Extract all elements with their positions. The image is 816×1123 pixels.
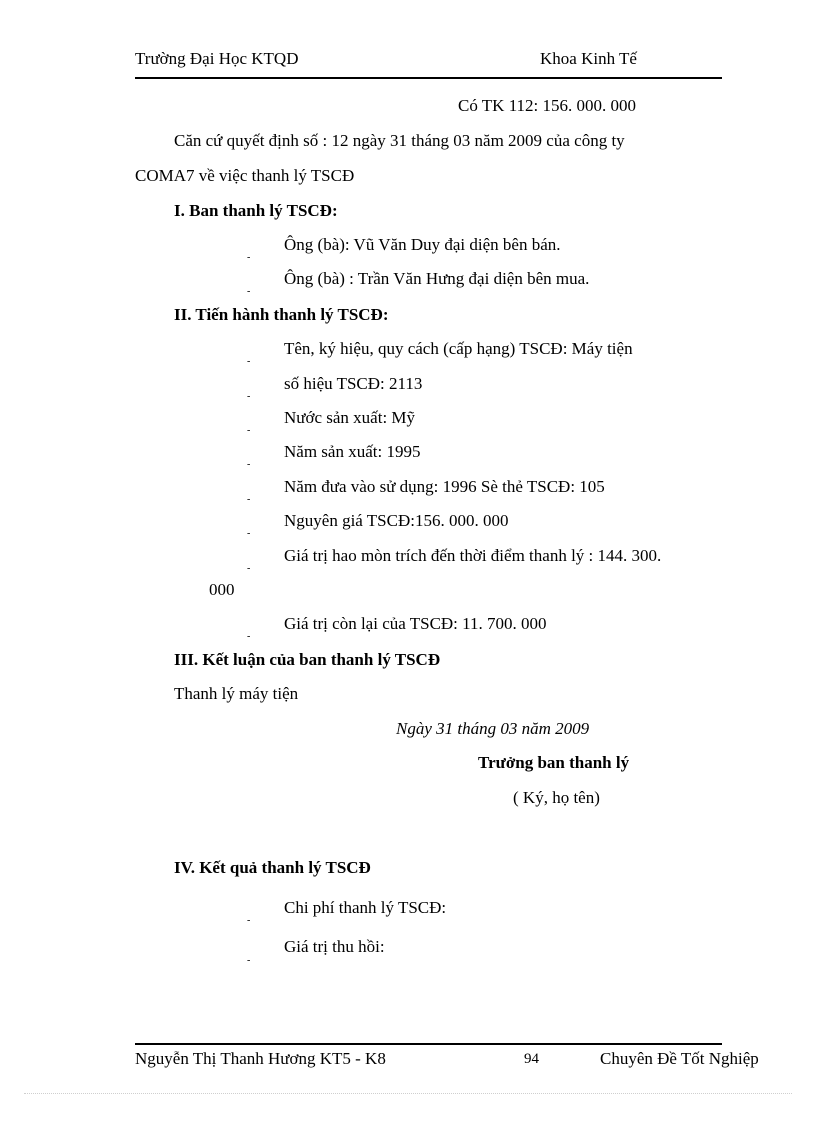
list-item: Tên, ký hiệu, quy cách (cấp hạng) TSCĐ: Máy tiện	[284, 339, 633, 358]
bullet-dash: -	[247, 528, 251, 539]
bullet-dash: -	[247, 915, 251, 926]
bullet-dash: -	[247, 955, 251, 966]
bullet-dash: -	[247, 459, 251, 470]
section-1-heading: I. Ban thanh lý TSCĐ:	[174, 201, 338, 220]
list-item: Ông (bà): Vũ Văn Duy đại diện bên bán.	[284, 235, 561, 254]
section-2-heading: II. Tiến hành thanh lý TSCĐ:	[174, 305, 389, 324]
list-item: Năm đưa vào sử dụng: 1996 Sè thẻ TSCĐ: 105	[284, 477, 605, 496]
section-4-heading: IV. Kết quả thanh lý TSCĐ	[174, 858, 371, 877]
header-right: Khoa Kinh Tế	[540, 49, 637, 68]
signature-date: Ngày 31 tháng 03 năm 2009	[396, 719, 590, 738]
footer-author: Nguyễn Thị Thanh Hương KT5 - K8	[135, 1049, 386, 1068]
section-3-heading: III. Kết luận của ban thanh lý TSCĐ	[174, 650, 441, 669]
decision-line-1: Căn cứ quyết định số : 12 ngày 31 tháng 03 năm 2009 của công ty	[174, 131, 625, 150]
footer-rule	[135, 1043, 722, 1045]
bullet-dash: -	[247, 252, 251, 263]
bullet-dash: -	[247, 391, 251, 402]
list-item: số hiệu TSCĐ: 2113	[284, 374, 423, 393]
bullet-dash: -	[247, 494, 251, 505]
list-item: Nước sản xuất: Mỹ	[284, 408, 416, 427]
list-item: Giá trị hao mòn trích đến thời điểm thanh lý : 144. 300.	[284, 546, 662, 565]
credit-line: Có TK 112: 156. 000. 000	[458, 96, 637, 115]
bullet-dash: -	[247, 631, 251, 642]
page-bottom-dotted-line	[24, 1093, 792, 1094]
page-number: 94	[524, 1051, 539, 1067]
bullet-dash: -	[247, 425, 251, 436]
list-item: Nguyên giá TSCĐ:156. 000. 000	[284, 511, 509, 530]
list-item: Giá trị còn lại của TSCĐ: 11. 700. 000	[284, 614, 547, 633]
footer-doc-title: Chuyên Đề Tốt Nghiệp	[600, 1049, 759, 1068]
decision-line-2: COMA7 về việc thanh lý TSCĐ	[135, 166, 355, 185]
list-item: Năm sản xuất: 1995	[284, 442, 421, 461]
list-item: Giá trị thu hồi:	[284, 937, 385, 956]
list-item: Ông (bà) : Trần Văn Hưng đại diện bên mua.	[284, 269, 590, 288]
bullet-dash: -	[247, 563, 251, 574]
signature-note: ( Ký, họ tên)	[513, 788, 600, 807]
signature-title: Trưởng ban thanh lý	[478, 753, 630, 772]
wrap-continuation: 000	[209, 580, 235, 599]
bullet-dash: -	[247, 286, 251, 297]
bullet-dash: -	[247, 356, 251, 367]
conclusion-text: Thanh lý máy tiện	[174, 684, 299, 703]
header-rule	[135, 77, 722, 79]
header-left: Trường Đại Học KTQD	[135, 49, 299, 68]
list-item: Chi phí thanh lý TSCĐ:	[284, 898, 447, 917]
